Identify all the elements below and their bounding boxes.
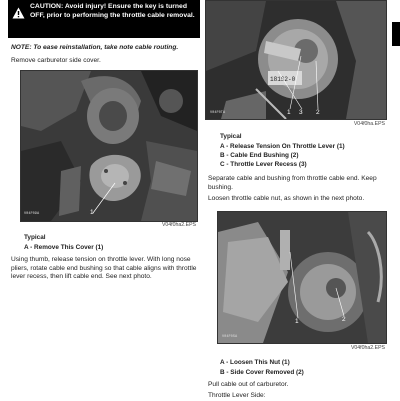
- figure3-tag: V04F0SA: [222, 335, 238, 339]
- figure2-eps-label: V04f0ha.EPS: [353, 121, 385, 127]
- figure3-caption-a: A - Loosen This Nut (1): [220, 359, 290, 366]
- figure-cable-nut-photo: [217, 211, 387, 344]
- figure1-eps-label: V04f0ha2.EPS: [161, 222, 196, 228]
- figure2-caption-b: B - Cable End Bushing (2): [220, 152, 299, 159]
- caution-text: CAUTION: Avoid injury! Ensure the key is turned OFF, prior to performing the throttle cable removal.: [30, 3, 195, 19]
- note-text: NOTE: To ease reinstallation, take note cable routing.: [11, 44, 179, 51]
- figure3-eps-label: V04f0ha2.EPS: [350, 345, 385, 351]
- figure3-caption-b: B - Side Cover Removed (2): [220, 369, 304, 376]
- step-pull-cable: Pull cable out of carburetor.: [208, 381, 289, 388]
- figure2-tag: V04F0TA: [210, 111, 226, 115]
- figure3-callout-1: 1: [295, 318, 299, 325]
- figure2-caption-a: A - Release Tension On Throttle Lever (1): [220, 143, 345, 150]
- figure2-typical: Typical: [220, 133, 242, 140]
- section-tab: [392, 22, 400, 46]
- figure1-typical: Typical: [24, 234, 46, 241]
- figure-throttle-lever-photo: [205, 0, 387, 120]
- step-loosen-nut: Loosen throttle cable nut, as shown in the next photo.: [208, 195, 365, 202]
- figure1-tag: V04F09A: [24, 212, 40, 216]
- figure-carburetor-side-cover-photo: [20, 70, 198, 222]
- step-throttle-lever-side: Throttle Lever Side:: [208, 392, 266, 399]
- figure2-callout-2: 2: [316, 109, 320, 116]
- figure3-callout-2: 2: [342, 316, 346, 323]
- figure2-callout-1: 1: [287, 109, 291, 116]
- caution-triangle-icon: [12, 6, 25, 24]
- step-separate-cable: Separate cable and bushing from throttle cable end. Keep bushing.: [208, 175, 377, 191]
- caution-box: [8, 0, 200, 38]
- figure1-callout-1: 1: [90, 209, 94, 216]
- step-remove-cover: Remove carburetor side cover.: [11, 57, 101, 64]
- svg-text:181S2-0: 181S2-0: [270, 76, 296, 83]
- figure2-caption-c: C - Throttle Lever Recess (3): [220, 161, 307, 168]
- figure1-caption-a: A - Remove This Cover (1): [24, 244, 104, 251]
- figure2-callout-3: 3: [299, 109, 303, 116]
- step-release-tension: Using thumb, release tension on throttle lever. With long nose pliers, rotate cable end bushing so that cable aligns with throttle lever recess, then lift cable end. See next photo.: [11, 256, 197, 281]
